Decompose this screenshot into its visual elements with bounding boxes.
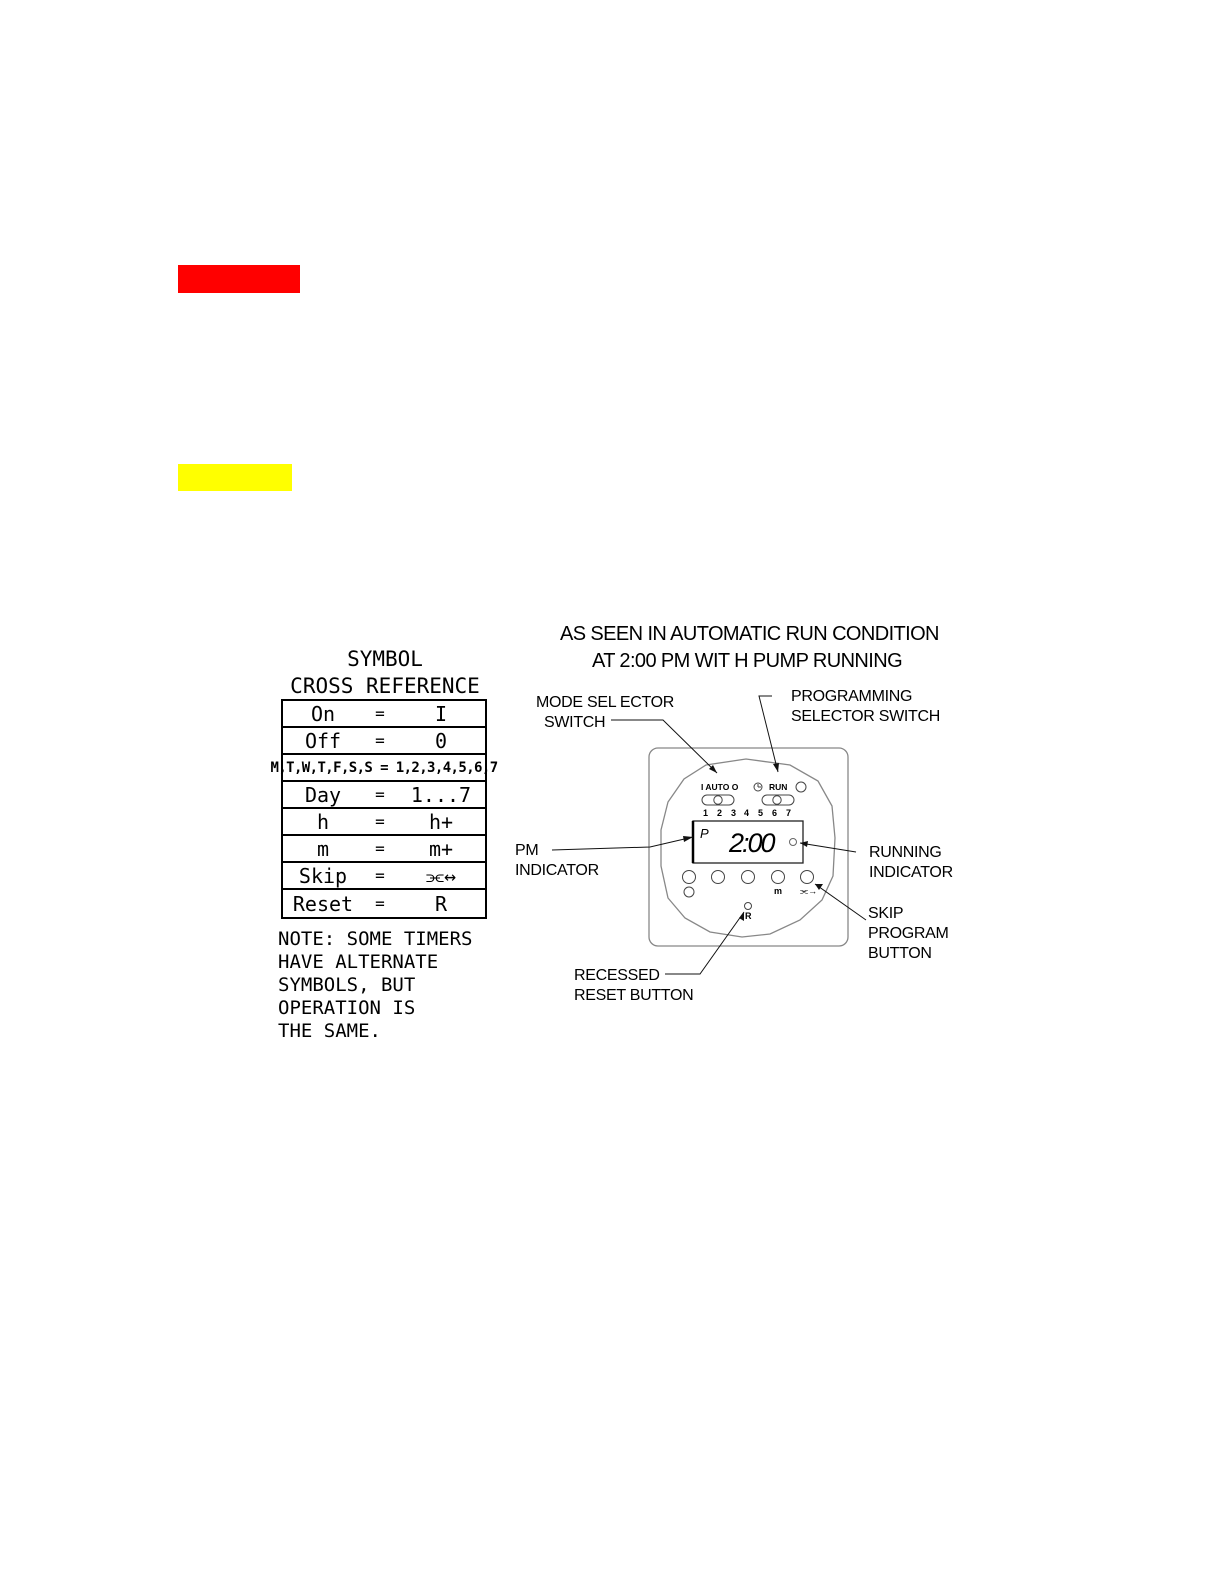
symbol-value: I [434,701,448,726]
label-line: PROGRAM [868,925,949,942]
symbol-value: m+ [428,836,454,861]
mode-selector-label [536,693,674,733]
equals-sign: = [375,704,385,723]
equals-sign: = [375,839,385,858]
skip-button-icon: ⫘→ [800,886,818,896]
equals-sign: = [375,731,385,750]
note-line: NOTE: SOME TIMERS [278,928,473,950]
label-line: SKIP [868,905,904,922]
skip-program-label [868,904,949,964]
reset-button-label: R [745,911,752,921]
leader-line [815,884,866,920]
equals-sign: = [375,812,385,831]
day-button[interactable] [684,887,694,897]
h-button[interactable] [683,871,696,884]
symbol-name: Skip [298,863,348,888]
button[interactable] [742,871,755,884]
symbol-value: R [434,891,448,916]
m-button-label: m [774,886,783,896]
recessed-reset-label [574,966,693,1006]
note-line: HAVE ALTERNATE [278,951,439,973]
label-line: SWITCH [544,714,606,731]
label-line: PM [515,842,539,859]
equals-sign: = [375,894,385,913]
arrowhead [773,763,779,772]
label-line: RECESSED [574,967,660,984]
day-number: 4 [744,808,750,818]
skip-symbol-icon: ⫘↔ [425,863,457,888]
day-number: 6 [772,808,778,818]
leader-line [665,912,744,974]
label-line: PROGRAMMING [791,688,913,705]
programming-selector-label [791,687,940,727]
m-button[interactable] [772,871,785,884]
day-number: 5 [758,808,764,818]
symbol-name: h [316,809,330,834]
label-line: INDICATOR [515,862,599,879]
day-number: 3 [731,808,737,818]
symbol-value: 1...7 [410,782,472,807]
symbol-name: Off [304,728,342,753]
note-line: OPERATION IS [278,997,416,1019]
diagram-subtitle: AT 2:00 PM WIT H PUMP RUNNING [591,650,903,672]
arrowhead [683,836,693,842]
day-number: 2 [717,808,723,818]
equals-sign: = [375,866,385,885]
symbol-name: Reset [292,891,354,916]
symbol-name: m [316,836,330,861]
label-line: INDICATOR [869,864,953,881]
pm-indicator: P [700,826,709,841]
reset-button[interactable] [745,903,752,910]
button[interactable] [712,871,725,884]
running-indicator-label [869,843,953,883]
display-time: 2:00 [729,828,774,858]
symbol-name: Day [304,782,342,807]
note-line: SYMBOLS, BUT [278,974,416,996]
table-row-days: M,T,W,T,F,S,S = 1,2,3,4,5,6,7 [283,755,485,782]
run-switch-label: RUN [769,782,788,792]
label-line: MODE SEL ECTOR [536,694,675,711]
skip-program-button[interactable] [801,871,814,884]
arrowhead [739,912,744,921]
indicator-light [796,782,806,792]
label-line: BUTTON [868,945,932,962]
label-line: RESET BUTTON [574,987,694,1004]
label-line: RUNNING [869,844,942,861]
symbol-name: On [310,701,336,726]
diagram-title: AS SEEN IN AUTOMATIC RUN CONDITION [560,623,939,645]
symbol-value: h+ [428,809,454,834]
cross-reference-title: CROSS REFERENCE [290,674,480,698]
symbol-title: SYMBOL [347,647,423,671]
note-line: THE SAME. [278,1020,381,1042]
day-number: 7 [786,808,792,818]
label-line: SELECTOR SWITCH [791,708,941,725]
day-number: 1 [703,808,709,818]
pm-indicator-label [515,841,599,881]
equals-sign: = [375,785,385,804]
symbol-value: 0 [434,728,448,753]
mode-switch-label: I AUTO O [701,782,739,792]
